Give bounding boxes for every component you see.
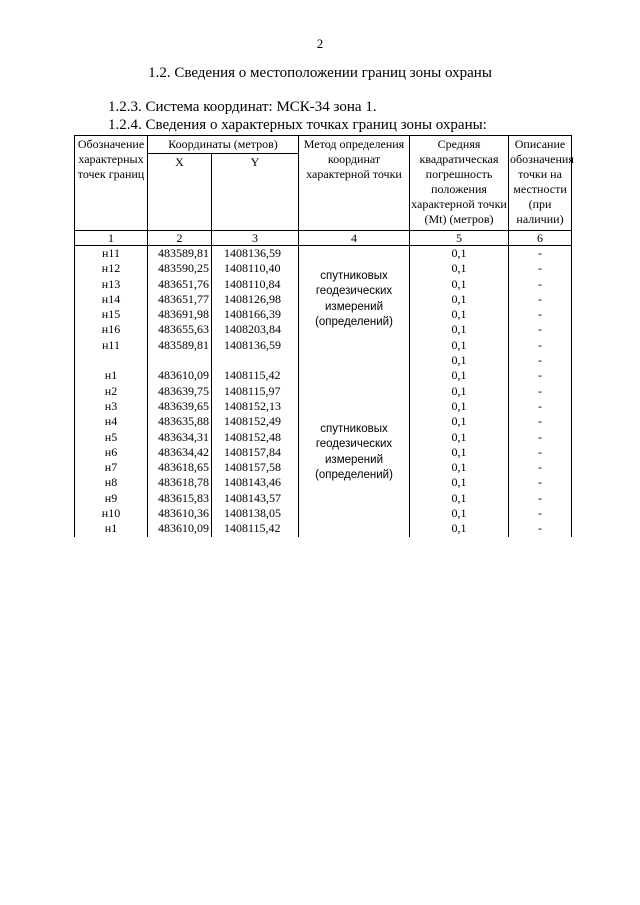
- description-value: -: [509, 460, 572, 475]
- table-row: [75, 246, 572, 262]
- point-name: н16: [75, 322, 148, 337]
- description-value: -: [509, 261, 572, 276]
- y-coordinate: 1408138,05: [212, 506, 299, 521]
- error-value: 0,1: [410, 430, 509, 445]
- description-value: -: [509, 475, 572, 490]
- point-name: н11: [75, 246, 148, 262]
- error-value: 0,1: [410, 261, 509, 276]
- error-value: 0,1: [410, 368, 509, 383]
- y-coordinate: 1408126,98: [212, 292, 299, 307]
- empty-cell: [148, 353, 212, 368]
- description-value: -: [509, 338, 572, 353]
- x-coordinate: 483651,77: [148, 292, 212, 307]
- boundary-points-table: [74, 135, 572, 537]
- x-coordinate: 483651,76: [148, 277, 212, 292]
- y-coordinate: 1408136,59: [212, 246, 299, 262]
- table-row: [75, 368, 572, 383]
- description-value: -: [509, 292, 572, 307]
- x-coordinate: 483635,88: [148, 414, 212, 429]
- coordinate-system-line: 1.2.3. Система координат: МСК-34 зона 1.: [108, 99, 377, 115]
- x-coordinate: 483634,42: [148, 445, 212, 460]
- error-value: 0,1: [410, 521, 509, 536]
- header-point-designation: Обозначение характерных точек границ: [75, 136, 148, 231]
- point-name: н1: [75, 368, 148, 383]
- error-value: 0,1: [410, 338, 509, 353]
- x-coordinate: 483610,36: [148, 506, 212, 521]
- spacer-row: [75, 353, 572, 368]
- error-value: 0,1: [410, 414, 509, 429]
- y-coordinate: 1408110,40: [212, 261, 299, 276]
- header-y: Y: [212, 154, 299, 231]
- description-value: -: [509, 353, 572, 368]
- x-coordinate: 483589,81: [148, 246, 212, 262]
- y-coordinate: 1408143,46: [212, 475, 299, 490]
- point-name: н3: [75, 399, 148, 414]
- x-coordinate: 483639,75: [148, 384, 212, 399]
- empty-cell: [299, 353, 410, 368]
- description-value: -: [509, 430, 572, 445]
- error-value: 0,1: [410, 322, 509, 337]
- x-coordinate: 483655,63: [148, 322, 212, 337]
- x-coordinate: 483618,78: [148, 475, 212, 490]
- point-name: н13: [75, 277, 148, 292]
- point-name: н9: [75, 491, 148, 506]
- point-name: н10: [75, 506, 148, 521]
- point-name: н8: [75, 475, 148, 490]
- error-value: 0,1: [410, 384, 509, 399]
- point-name: н11: [75, 338, 148, 353]
- error-value: 0,1: [410, 475, 509, 490]
- y-coordinate: 1408136,59: [212, 338, 299, 353]
- page-number: 2: [316, 36, 324, 51]
- error-value: 0,1: [410, 292, 509, 307]
- x-coordinate: 483610,09: [148, 368, 212, 383]
- description-value: -: [509, 368, 572, 383]
- point-name: н15: [75, 307, 148, 322]
- x-coordinate: 483589,81: [148, 338, 212, 353]
- y-coordinate: 1408143,57: [212, 491, 299, 506]
- column-number: 5: [410, 231, 509, 246]
- header-description: Описание обозначения точки на местности (при наличии): [509, 136, 572, 231]
- error-value: 0,1: [410, 399, 509, 414]
- error-value: 0,1: [410, 506, 509, 521]
- description-value: -: [509, 384, 572, 399]
- point-name: н7: [75, 460, 148, 475]
- x-coordinate: 483615,83: [148, 491, 212, 506]
- error-value: 0,1: [410, 445, 509, 460]
- description-value: -: [509, 399, 572, 414]
- y-coordinate: 1408115,42: [212, 521, 299, 536]
- empty-cell: [212, 353, 299, 368]
- header-error: Средняя квадратическая погрешность положения характерной точки (Mt) (метров): [410, 136, 509, 231]
- x-coordinate: 483590,25: [148, 261, 212, 276]
- empty-cell: [75, 353, 148, 368]
- description-value: -: [509, 491, 572, 506]
- y-coordinate: 1408115,97: [212, 384, 299, 399]
- column-number: 2: [148, 231, 212, 246]
- y-coordinate: 1408152,48: [212, 430, 299, 445]
- y-coordinate: 1408110,84: [212, 277, 299, 292]
- description-value: -: [509, 277, 572, 292]
- x-coordinate: 483634,31: [148, 430, 212, 445]
- method-cell: спутниковых геодезических измерений (определений): [299, 368, 410, 536]
- point-name: н1: [75, 521, 148, 536]
- point-name: н5: [75, 430, 148, 445]
- header-x: X: [148, 154, 212, 231]
- error-value: 0,1: [410, 491, 509, 506]
- point-name: н6: [75, 445, 148, 460]
- point-name: н12: [75, 261, 148, 276]
- header-method: Метод определения координат характерной точки: [299, 136, 410, 231]
- section-title: 1.2. Сведения о местоположении границ зоны охраны: [148, 65, 492, 81]
- description-value: -: [509, 506, 572, 521]
- error-value: 0,1: [410, 460, 509, 475]
- x-coordinate: 483610,09: [148, 521, 212, 536]
- y-coordinate: 1408203,84: [212, 322, 299, 337]
- x-coordinate: 483618,65: [148, 460, 212, 475]
- point-name: н14: [75, 292, 148, 307]
- y-coordinate: 1408152,13: [212, 399, 299, 414]
- description-value: -: [509, 445, 572, 460]
- error-value: 0,1: [410, 277, 509, 292]
- column-number: 6: [509, 231, 572, 246]
- description-value: -: [509, 322, 572, 337]
- y-coordinate: 1408157,84: [212, 445, 299, 460]
- error-value: 0,1: [410, 246, 509, 262]
- point-name: н2: [75, 384, 148, 399]
- method-cell: спутниковых геодезических измерений (определений): [299, 246, 410, 354]
- error-value: 0,1: [410, 353, 509, 368]
- points-info-heading: 1.2.4. Сведения о характерных точках границ зоны охраны:: [108, 117, 487, 133]
- column-number: 1: [75, 231, 148, 246]
- point-name: н4: [75, 414, 148, 429]
- header-coordinates: Координаты (метров): [148, 136, 299, 154]
- description-value: -: [509, 307, 572, 322]
- error-value: 0,1: [410, 307, 509, 322]
- x-coordinate: 483639,65: [148, 399, 212, 414]
- y-coordinate: 1408152,49: [212, 414, 299, 429]
- y-coordinate: 1408157,58: [212, 460, 299, 475]
- y-coordinate: 1408115,42: [212, 368, 299, 383]
- column-number: 3: [212, 231, 299, 246]
- column-number: 4: [299, 231, 410, 246]
- x-coordinate: 483691,98: [148, 307, 212, 322]
- y-coordinate: 1408166,39: [212, 307, 299, 322]
- description-value: -: [509, 414, 572, 429]
- description-value: -: [509, 521, 572, 536]
- description-value: -: [509, 246, 572, 262]
